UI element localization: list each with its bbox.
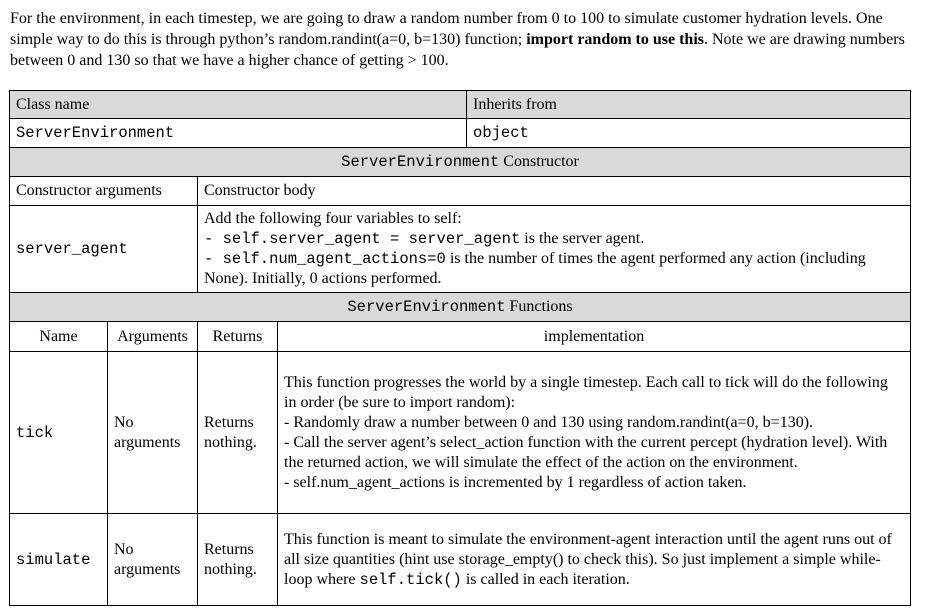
col-header-returns: Returns	[198, 322, 278, 352]
ctor-line-2-text: is the number of times the agent performed any action (including None). Initially, 0 actions performed.	[204, 250, 866, 287]
ctor-line-1-text: is the server agent.	[520, 230, 645, 247]
constructor-section-title	[10, 148, 911, 177]
class-name-value: ServerEnvironment	[10, 119, 467, 148]
ctor-arg-value: server_agent	[10, 206, 198, 293]
ctor-body-header: Constructor body	[198, 177, 911, 206]
inherits-header: Inherits from	[467, 91, 911, 119]
tick-impl-bullet-3: - self.num_agent_actions is incremented by 1 regardless of action taken.	[284, 473, 747, 491]
tick-impl-bullet-2: - Call the server agent’s select_action function with the current percept (hydration level). With the returned action, we will simulate the effect of the action on the environment.	[284, 433, 888, 471]
table-row	[10, 352, 911, 514]
intro-paragraph	[10, 8, 920, 71]
constructor-title-class: ServerEnvironment	[341, 153, 500, 171]
simulate-impl-text-2: is called in each iteration.	[461, 570, 630, 588]
simulate-impl-text-1: This function is meant to simulate the environment-agent interaction until the agent runs out of all size quantities (hint use storage_empty() to check this). So just implement a simple while-loop where	[284, 530, 892, 588]
func-name-simulate: simulate	[10, 514, 108, 606]
func-name-tick: tick	[10, 352, 108, 514]
functions-title-label: Functions	[505, 298, 573, 315]
col-header-name: Name	[10, 322, 108, 352]
func-args-tick: No arguments	[108, 352, 198, 514]
func-impl-simulate	[278, 514, 911, 606]
intro-text-1: For the environment, in each timestep, we are going to draw a random number from 0 to 100 to simulate customer hydration levels. One simple way to do this is through python’s random.randint(a=0, b=130) function;	[10, 10, 883, 48]
ctor-line-2	[204, 249, 904, 289]
func-returns-tick: Returns nothing.	[198, 352, 278, 514]
func-impl-tick	[278, 352, 911, 514]
functions-section-title	[10, 293, 911, 322]
inherits-value: object	[467, 119, 911, 148]
ctor-line-1	[204, 229, 904, 249]
table-row	[10, 514, 911, 606]
functions-title-class: ServerEnvironment	[347, 298, 506, 316]
intro-text-2: . Note we are drawing numbers between 0 and 130 so that we have a higher chance of getting > 100.	[10, 31, 905, 69]
ctor-line-1-code: - self.server_agent = server_agent	[204, 230, 521, 248]
class-name-header: Class name	[10, 91, 467, 119]
ctor-body	[198, 206, 911, 293]
ctor-args-header: Constructor arguments	[10, 177, 198, 206]
tick-impl-bullet-1: - Randomly draw a number between 0 and 130 using random.randint(a=0, b=130).	[284, 413, 814, 431]
col-header-args: Arguments	[108, 322, 198, 352]
constructor-title-label: Constructor	[499, 153, 579, 170]
col-header-impl: implementation	[278, 322, 911, 352]
func-args-simulate: No arguments	[108, 514, 198, 606]
class-spec-table	[9, 90, 911, 606]
simulate-impl-code: self.tick()	[359, 570, 462, 589]
intro-bold: import random to use this	[526, 31, 704, 48]
ctor-body-intro: Add the following four variables to self:	[204, 210, 462, 227]
tick-impl-intro: This function progresses the world by a single timestep. Each call to tick will do the following in order (be sure to import random):	[284, 373, 888, 411]
ctor-line-2-code: - self.num_agent_actions=0	[204, 250, 446, 268]
func-returns-simulate: Returns nothing.	[198, 514, 278, 606]
